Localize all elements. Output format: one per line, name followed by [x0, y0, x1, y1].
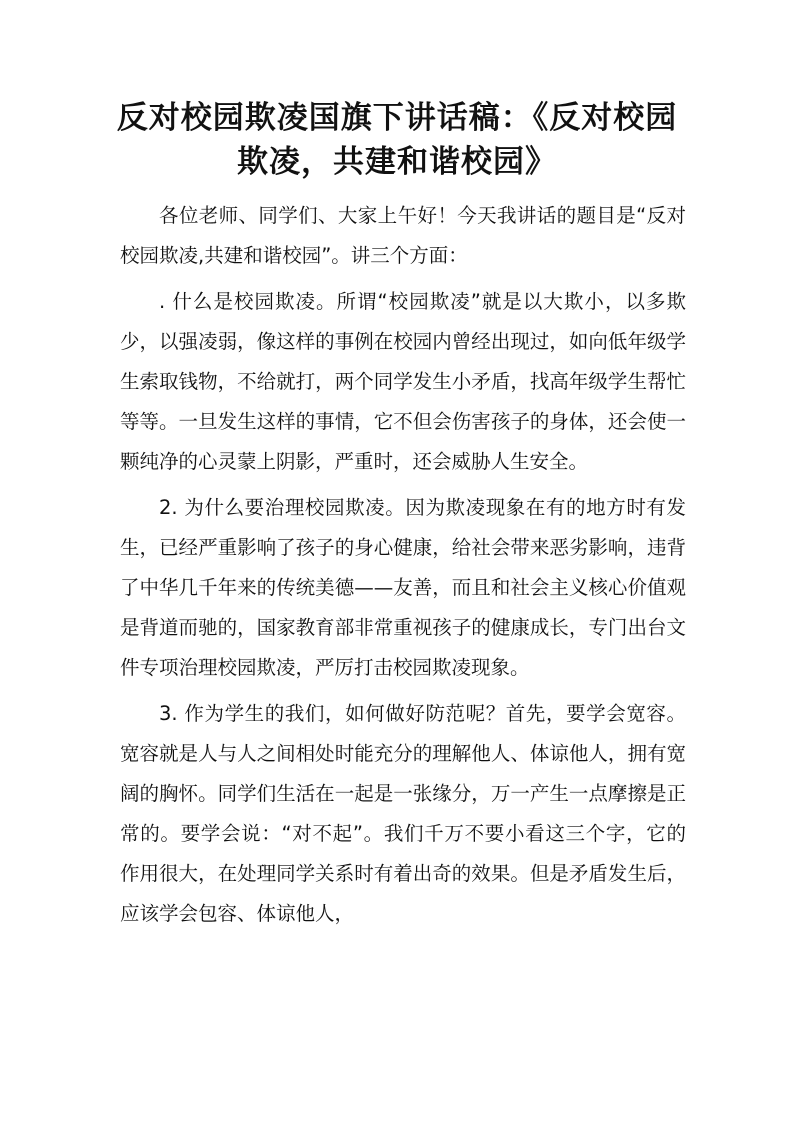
- paragraph-point-2: 2. 为什么要治理校园欺凌。因为欺凌现象在有的地方时有发生，已经严重影响了孩子的身心健康，给社会带来恶劣影响，违背了中华几千年来的传统美德——友善，而且和社会主义核心价值观是背道而驰的，国家教育部非常重视孩子的健康成长，专门出台文件专项治理校园欺凌，严厉打击校园欺凌现象。: [120, 496, 686, 679]
- paragraph-point-1: . 什么是校园欺凌。所谓“校园欺凌”就是以大欺小，以多欺少，以强凌弱，像这样的事例在校园内曾经出现过，如向低年级学生索取钱物，不给就打，两个同学发生小矛盾，找高年级学生帮忙等等。一旦发生这样的事情，它不但会伤害孩子的身体，还会使一颗纯净的心灵蒙上阴影，严重时，还会威胁人生安全。: [120, 290, 686, 473]
- paragraph-greeting: 各位老师、同学们、大家上午好！今天我讲话的题目是“反对校园欺凌,共建和谐校园”。讲三个方面：: [120, 204, 686, 267]
- paragraph-point-3: 3. 作为学生的我们，如何做好防范呢？首先，要学会宽容。宽容就是人与人之间相处时能充分的理解他人、体谅他人，拥有宽阔的胸怀。同学们生活在一起是一张缘分，万一产生一点摩擦是正常的。要学会说：“对不起”。我们千万不要小看这三个字，它的作用很大，在处理同学关系时有着出奇的效果。但是矛盾发生后，应该学会包容、体谅他人，: [120, 702, 686, 925]
- document-body: [120, 196, 686, 940]
- document-title: 反对校园欺凌国旗下讲话稿：《反对校园欺凌，共建和谐校园》: [116, 100, 678, 180]
